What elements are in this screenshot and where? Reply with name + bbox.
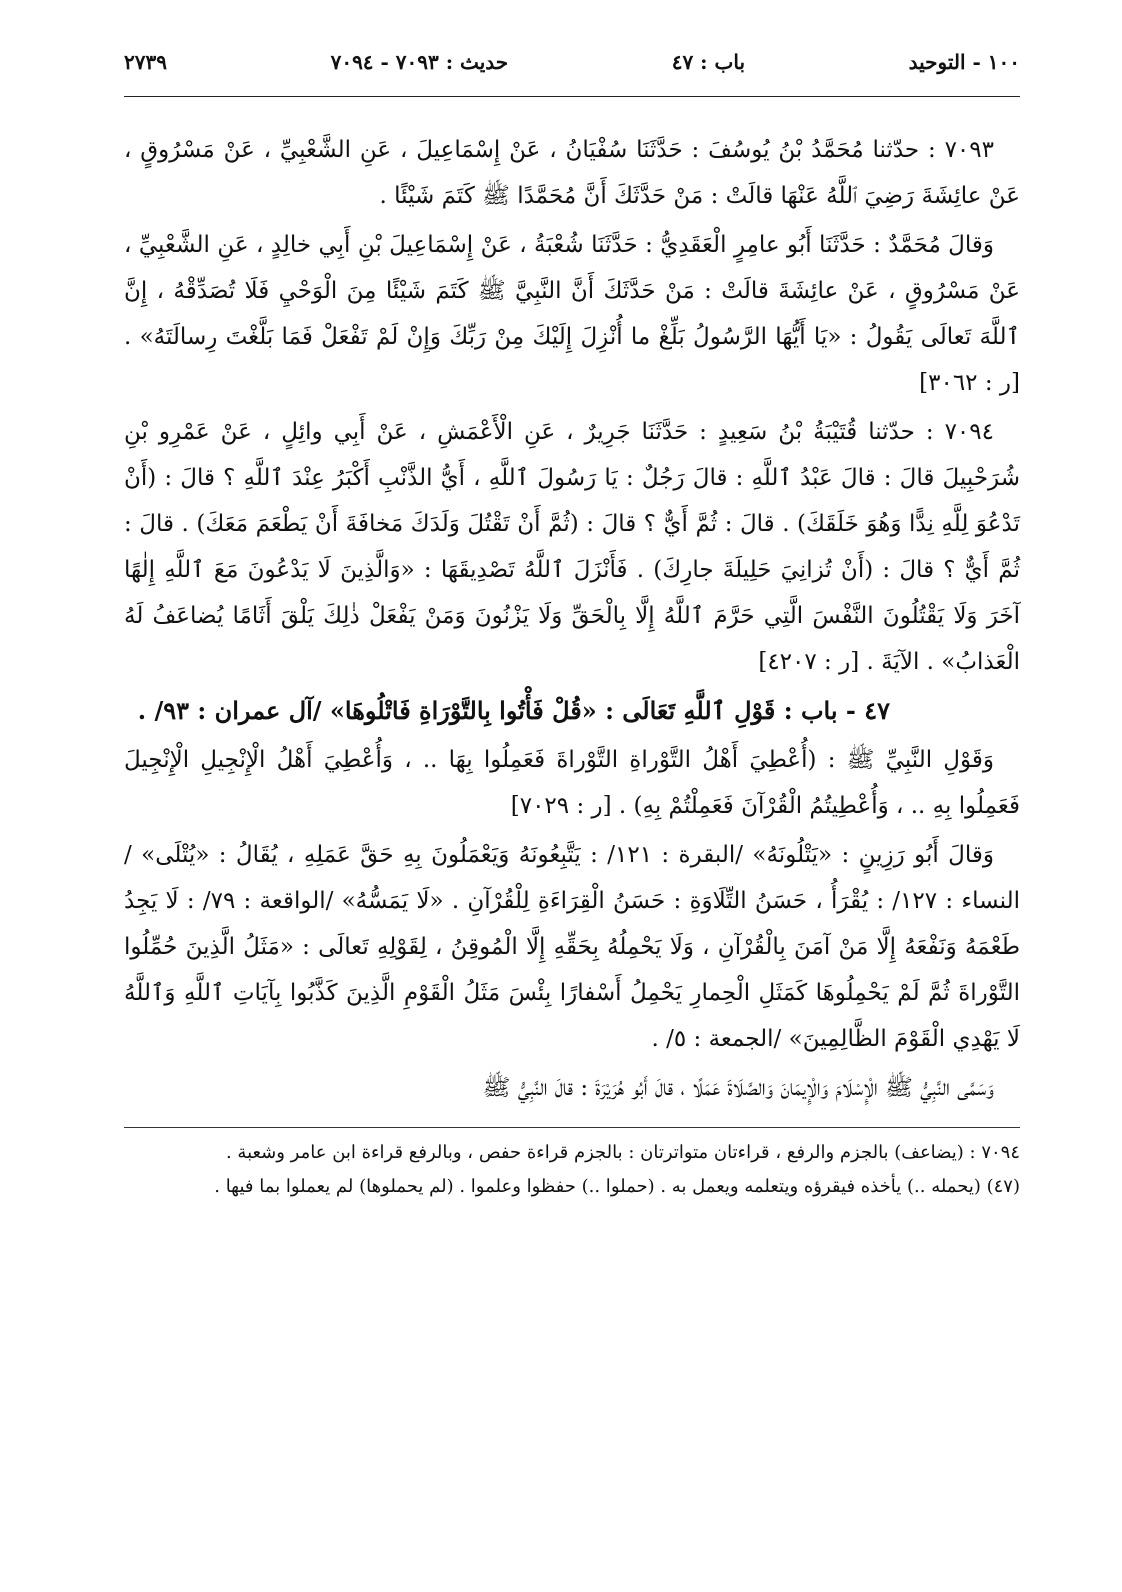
bab-47-abu-razin: وَقالَ أَبُو رَزِينٍ : «يَتْلُونَهُ» /البقرة : ١٢١/ : يَتَّبِعُونَهُ وَيَعْمَلُونَ بِهِ حَقَّ عَمَلِهِ ، يُقَالُ : «يُتْلَى» /النساء : ١٢٧/ : يُقْرَأُ ، حَسَنُ التِّلَاوَةِ : حَسَنُ الْقِرَاءَةِ لِلْقُرْآنِ . «لَا يَمَسُّهُ» /الواقعة : ٧٩/ : لَا يَجِدُ طَعْمَهُ وَنَفْعَهُ إِلَّا مَنْ آمَنَ بِالْقُرْآنِ ، وَلَا يَحْمِلُهُ بِحَقِّهِ إِلَّا الْمُوقِنُ ، لِقَوْلِهِ تَعالَى : «مَثَلُ الَّذِينَ حُمِّلُوا التَّوْراةَ ثُمَّ لَمْ يَحْمِلُوهَا كَمَثَلِ الْحِمارِ يَحْمِلُ أَسْفارًا بِئْسَ مَثَلُ الْقَوْمِ الَّذِينَ كَذَّبُوا بِآيَاتِ ٱللَّهِ وَٱللَّهُ لَا يَهْدِي الْقَوْمَ الظَّالِمِينَ» /الجمعة : ٥/ . [124, 842, 1021, 1052]
bab-47-heading: ٤٧ - باب : قَوْلِ ٱللَّهِ تَعَالَى : «قُلْ فَأْتُوا بِالتَّوْرَاةِ فَاتْلُوهَا» /آل عمران : ٩٣/ . [137, 696, 890, 725]
footnote-rule [124, 1127, 1020, 1128]
bab-47-prophet-saying: وَقَوْلِ النَّبِيِّ ﷺ : (أُعْطِيَ أَهْلُ التَّوْراةِ التَّوْراةَ فَعَمِلُوا بِهَا .. ، وَأُعْطِيَ أَهْلُ الْإِنْجِيلِ الْإِنْجِيلَ فَعَمِلُوا بِهِ .. ، وَأُعْطِيتُمُ الْقُرْآنَ فَعَمِلْتُمْ بِهِ) . [ر : ٧٠٢٩] [124, 747, 1020, 819]
bab-47-closing-line: وَسَمَّى النَّبِيُّ ﷺ الْإِسْلَامَ وَالْإِيمَانَ وَالصَّلَاةَ عَمَلًا ، قالَ أَبُو هُرَيْرَةَ : قالَ النَّبِيُّ ﷺ [482, 1075, 994, 1101]
footnote-47: (٤٧) (يحمله ..) يأخذه فيقرؤه ويتعلمه ويعمل به . (حملوا ..) حفظوا وعلموا . (لم يحملوها) لم يعملوا بما فيها . [214, 1176, 1020, 1197]
chapter-title: ١٠٠ - التوحيد [908, 50, 1020, 74]
page-number: ٢٧٣٩ [124, 50, 167, 74]
footnotes [124, 1136, 1020, 1204]
hadith-7094: ٧٠٩٤ : حدّثنا قُتَيْبَةُ بْنُ سَعِيدٍ : حَدَّثَنَا جَرِيرٌ ، عَنِ الْأَعْمَشِ ، عَنْ أَبِي وائِلٍ ، عَنْ عَمْرِو بْنِ شُرَحْبِيلَ قالَ : قالَ عَبْدُ ٱللَّهِ : قالَ رَجُلٌ : يَا رَسُولَ ٱللَّهِ ، أَيُّ الذَّنْبِ أَكْبَرُ عِنْدَ ٱللَّهِ ؟ قالَ : (أَنْ تَدْعُوَ لِلَّهِ نِدًّا وَهُوَ خَلَقَكَ) . قالَ : ثُمَّ أَيٌّ ؟ قالَ : (ثُمَّ أَنْ تَقْتُلَ وَلَدَكَ مَخافَةَ أَنْ يَطْعَمَ مَعَكَ) . قالَ : ثُمَّ أَيٌّ ؟ قالَ : (أَنْ تُزانِيَ حَلِيلَةَ جارِكَ) . فَأَنْزَلَ ٱللَّهُ تَصْدِيقَهَا : «وَالَّذِينَ لَا يَدْعُونَ مَعَ ٱللَّهِ إِلٰهًا آخَرَ وَلَا يَقْتُلُونَ النَّفْسَ الَّتِي حَرَّمَ ٱللَّهُ إِلَّا بِالْحَقِّ وَلَا يَزْنُونَ وَمَنْ يَفْعَلْ ذٰلِكَ يَلْقَ أَثَامًا يُضاعَفُ لَهُ الْعَذابُ» . الآيَةَ . [ر : ٤٢٠٧] [124, 419, 1020, 675]
header-rule [124, 96, 1020, 97]
main-text [124, 127, 1020, 1111]
bab-number: باب : ٤٧ [671, 50, 746, 74]
running-header [124, 40, 1020, 84]
hadith-7093: ٧٠٩٣ : حدّثنا مُحَمَّدُ بْنُ يُوسُفَ : حَدَّثَنَا سُفْيَانُ ، عَنْ إِسْمَاعِيلَ ، عَنِ الشَّعْبِيِّ ، عَنْ مَسْرُوقٍ ، عَنْ عائِشَةَ رَضِيَ ٱللَّهُ عَنْهَا قالَتْ : مَنْ حَدَّثَكَ أَنَّ مُحَمَّدًا ﷺ كَتَمَ شَيْئًا . [124, 137, 1020, 209]
book-page [124, 40, 1020, 1204]
hadith-7093-second-chain: وَقالَ مُحَمَّدٌ : حَدَّثَنَا أَبُو عامِرٍ الْعَقَدِيُّ : حَدَّثَنَا شُعْبَةُ ، عَنْ إِسْمَاعِيلَ بْنِ أَبِي خالِدٍ ، عَنِ الشَّعْبِيِّ ، عَنْ مَسْرُوقٍ ، عَنْ عائِشَةَ قالَتْ : مَنْ حَدَّثَكَ أَنَّ النَّبِيَّ ﷺ كَتَمَ شَيْئًا مِنَ الْوَحْيِ فَلَا تُصَدِّقْهُ ، إِنَّ ٱللَّهَ تَعالَى يَقُولُ : «يَا أَيُّهَا الرَّسُولُ بَلِّغْ ما أُنْزِلَ إِلَيْكَ مِنْ رَبِّكَ وَإِنْ لَمْ تَفْعَلْ فَمَا بَلَّغْتَ رِسالَتَهُ» . [ر : ٣٠٦٢] [124, 232, 1020, 396]
hadith-range: حديث : ٧٠٩٣ - ٧٠٩٤ [330, 50, 509, 74]
footnote-7094: ٧٠٩٤ : (يضاعف) بالجزم والرفع ، قراءتان متواترتان : بالجزم قراءة حفص ، وبالرفع قراءة ابن عامر وشعبة . [225, 1142, 1020, 1163]
